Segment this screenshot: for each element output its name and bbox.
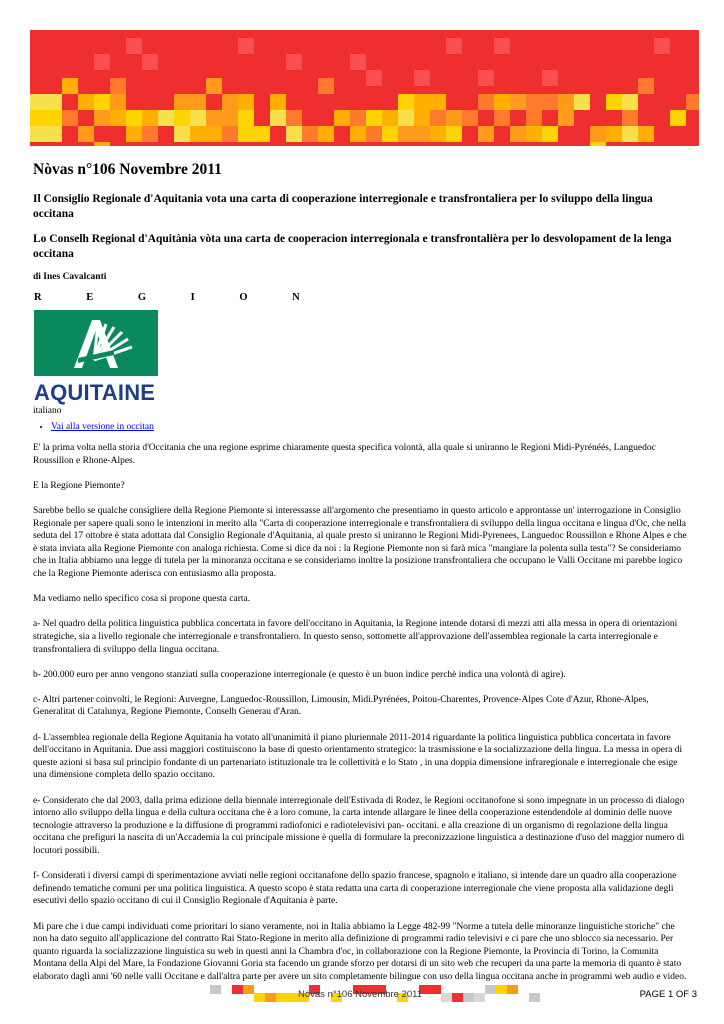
banner-pixel xyxy=(110,78,126,94)
banner-pixel xyxy=(222,126,238,142)
footer-pixel xyxy=(452,993,463,1002)
banner-pixel xyxy=(126,110,142,126)
banner-pixel xyxy=(558,110,574,126)
footer-pixel xyxy=(496,985,507,994)
paragraph: a- Nel quadro della politica linguistica pubblica concertata in favore dell'occitano in Aquitania, la Regione intende dotarsi di mezzi atti alla messa in opera di orientazioni strategiche, sia a livello regionale che interregionale e transfrontaliero. In questo senso, sottomette all'approvazione dell'assemblea regionale la carta interregionale e transfrontaliera di sviluppo della lingua occitana. xyxy=(33,619,678,655)
footer-pixel xyxy=(441,993,452,1002)
banner-pixel xyxy=(110,110,126,126)
banner-pixel xyxy=(366,70,382,86)
banner-pixel xyxy=(238,38,254,54)
banner-pixel xyxy=(222,94,238,110)
banner-pixel xyxy=(94,142,110,146)
paragraph: E la Regione Piemonte? xyxy=(33,480,125,491)
footer-pixel xyxy=(287,993,298,1002)
banner-pixel xyxy=(494,110,510,126)
banner-pixel xyxy=(78,94,94,110)
banner-pixel xyxy=(270,94,286,110)
banner-pixel xyxy=(430,126,446,142)
footer-pixel xyxy=(485,985,496,994)
banner-pixel xyxy=(414,70,430,86)
banner-pixel xyxy=(174,110,190,126)
banner-pixel xyxy=(350,54,366,70)
footer-pixel xyxy=(463,993,474,1002)
banner-pixel xyxy=(638,126,654,142)
banner-pixel xyxy=(494,38,510,54)
banner-pixel xyxy=(174,94,190,110)
header-banner xyxy=(30,30,699,146)
banner-pixel xyxy=(142,54,158,70)
banner-pixel xyxy=(686,94,699,110)
paragraph: c- Altri partener coinvolti, le Regioni: Auvergne, Languedoc-Roussillon, Limousin, Midi.Pyrénées, Poitou-Charentes, Provence-Alpes Cote d'Azur, Rhone-Alpes, Generalitat di Catalunya, Regione Piemonte, Conselh Generau d'Aran. xyxy=(33,694,649,718)
paragraph: f- Considerati i diversi campi di sperimentazione avviati nelle regioni occitanafone dello spazio francese, spagnolo e italiano, si intende dare un quadro alla cooperazione definendo tematiche comuni per una politica linguistica. A questo scopo è stata redatta una carta di cooperazione interregionale che viene proposta alla validazione degli esecutivi dello spazio occitano di cui il Consiglio Regionale d'Aquitania è parte. xyxy=(33,871,677,907)
banner-pixel xyxy=(318,126,334,142)
banner-pixel xyxy=(286,110,302,126)
link-list xyxy=(33,422,689,432)
banner-pixel xyxy=(606,126,622,142)
banner-pixel xyxy=(414,110,430,126)
banner-pixel xyxy=(398,126,414,142)
banner-pixel xyxy=(382,110,398,126)
footer-pixel xyxy=(430,985,441,994)
aquitaine-region-logo xyxy=(34,292,321,406)
banner-pixel xyxy=(110,94,126,110)
banner-pixel xyxy=(622,94,638,110)
banner-pixel xyxy=(94,54,110,70)
banner-pixel xyxy=(590,142,606,146)
paragraph: Mi pare che i due campi individuati come prioritari lo siano veramente, noi in Italia abbiamo la Legge 482-99 "Norme a tutela delle minoranze linguistiche storiche" che non ha dato seguito all'applicazione del contratto Rai Stato-Regione in merito alla definizione di programmi radio televisivi e ci pare che uno sblocco sia necessario. Per quanto riguarda la socializzazione linguistica su web in questi anni la Chambra d'oc, in collaborazione con la Regione Piemonte, la Provincia di Torino, la Comunita Montana della Alpi del Mare, la Fondazione Giovanni Goria sta facendo un grande sforzo per dotarsi di un sito web che recuperi da una parte la memoria di quanto è stato elaborato dagli anni '60 nelle valli Occitane e dall'altra parte per avere un sito completamente bilingue con uso della lingua occitana anche in programmi web audio e video. xyxy=(33,921,687,982)
banner-pixel xyxy=(94,94,110,110)
banner-pixel xyxy=(574,94,590,110)
banner-pixel xyxy=(222,110,238,126)
language-label: italiano xyxy=(33,406,62,416)
banner-pixel xyxy=(478,126,494,142)
banner-pixel xyxy=(622,126,638,142)
banner-pixel xyxy=(46,94,62,110)
banner-pixel xyxy=(318,78,334,94)
banner-pixel xyxy=(510,126,526,142)
banner-pixel xyxy=(350,110,366,126)
footer-pixel xyxy=(276,993,287,1002)
banner-pixel xyxy=(398,94,414,110)
banner-pixel xyxy=(542,126,558,142)
banner-pixel xyxy=(94,110,110,126)
banner-pixel xyxy=(462,110,478,126)
page-footer xyxy=(0,983,724,1003)
banner-pixel xyxy=(62,78,78,94)
banner-pixel xyxy=(414,126,430,142)
footer-pixel xyxy=(210,985,221,994)
banner-pixel xyxy=(542,70,558,86)
banner-pixel xyxy=(670,110,686,126)
banner-pixel xyxy=(62,110,78,126)
article-body xyxy=(33,442,689,984)
banner-pixel xyxy=(350,126,366,142)
banner-pixel xyxy=(206,110,222,126)
banner-pixel xyxy=(46,126,62,142)
footer-pixel xyxy=(254,993,265,1002)
banner-pixel xyxy=(190,126,206,142)
list-item xyxy=(51,422,689,432)
banner-pixel xyxy=(46,110,62,126)
footer-pixel xyxy=(243,985,254,994)
banner-pixel xyxy=(542,94,558,110)
logo-region-word: R E G I O N xyxy=(34,292,321,303)
paragraph: Sarebbe bello se qualche consigliere della Regione Piemonte si interessasse all'argomento che presentiamo in questo articolo e approntasse un' interrogazione in Consiglio Regionale per sapere quali sono le intenzioni in merito alla "Carta di cooperazione interregionale e transfrontaliera di sviluppo della lingua occitana e lingua d'Oc, che nella seduta del 17 ottobre è stata adottata dal Consiglio Regionale d'Aquitania, al quale presto si uniranno le Regioni Midi-Pyrenees, Languedoc Roussillon e Rhone Alpes e che è stata inviata alla Regione Piemonte con analoga richiesta. Come si dice da noi : la Regione Piemonte non si farà mica "mangiare la polenta sulla testa"? Se consideriamo che in Italia abbiamo una legge di tutela per la minoranza occitana e se consideriamo inoltre la posizione transfrontaliera che occupano le Valli Occitane mi parebbe logico che la Regione Piemonte aderisca con entusiasmo alla proposta. xyxy=(33,505,687,579)
banner-pixel xyxy=(30,110,46,126)
banner-pixel xyxy=(366,126,382,142)
banner-pixel xyxy=(30,94,46,110)
author: di Ines Cavalcanti xyxy=(33,272,107,282)
paragraph: e- Considerato che dal 2003, dalla prima edizione della biennale interregionale dell'Estivada di Rodez, le Regioni occitanofone si sono impegnate in un processo di dialogo intorno allo sviluppo della lingua e della cultura occitana che è a loro comune, la carta intende allargare le linee della cooperazione estendendole al dominio delle nuove tecnologie attraverso la produzione e la diffusione di programmi radiofonici e radiotelevisivi pan- occitani. e alla creazione di un organismo di regolazione della lingua occitana che prefiguri la nascita di un'Accademia la cui principale missione è quella di formulare la preconizzazione linguistica a destinazione d'uso del maggior numero di locutori possibili. xyxy=(33,795,685,856)
banner-pixel xyxy=(206,78,222,94)
banner-pixel xyxy=(494,94,510,110)
heading-occitan: Lo Conselh Regional d'Aquitània vòta una carta de cooperacion interregionala e transfrontalièra per lo desvolopament de la lenga occitana xyxy=(33,233,672,260)
banner-pixel xyxy=(142,110,158,126)
banner-pixel xyxy=(526,126,542,142)
banner-pixel xyxy=(206,126,222,142)
banner-pixel xyxy=(478,94,494,110)
banner-pixel xyxy=(254,126,270,142)
banner-pixel xyxy=(158,110,174,126)
banner-pixel xyxy=(190,110,206,126)
occitan-version-link[interactable]: Vai alla versione in occitan xyxy=(51,422,154,432)
banner-pixel xyxy=(446,110,462,126)
banner-pixel xyxy=(238,126,254,142)
article xyxy=(33,152,689,996)
banner-pixel xyxy=(446,38,462,54)
banner-pixel xyxy=(366,110,382,126)
banner-pixel xyxy=(190,94,206,110)
issue-title: Nòvas n°106 Novembre 2011 xyxy=(33,161,222,178)
banner-pixel xyxy=(510,94,526,110)
banner-pixel xyxy=(302,126,318,142)
footer-pixel xyxy=(265,993,276,1002)
footer-pixel xyxy=(529,993,540,1002)
paragraph: Ma vediamo nello specifico cosa si propone questa carta. xyxy=(33,594,251,605)
banner-pixel xyxy=(478,70,494,86)
banner-pixel xyxy=(526,94,542,110)
banner-pixel xyxy=(558,94,574,110)
banner-pixel xyxy=(414,94,430,110)
banner-pixel xyxy=(30,126,46,142)
banner-pixel xyxy=(270,110,286,126)
banner-pixel xyxy=(126,38,142,54)
footer-pixel xyxy=(474,993,485,1002)
banner-pixel xyxy=(286,54,302,70)
banner-pixel xyxy=(590,126,606,142)
banner-pixel xyxy=(334,110,350,126)
paragraph: d- L'assemblea regionale della Regione Aquitania ha votato all'unanimità il piano pluriennale 2011-2014 riguardante la politica linguistica pubblica concertata in favore dell'occitano in Aquitania. Due assi maggiori costituiscono la base di questo orientamento strategico: la trasmissione e la socializzazione della lingua. La messa in opera di queste azioni si basa sul principio fondante di un partenariato istituzionale tra le collettività e lo Stato , in una doppia dimensione infraregionale e interregionale che esige una dimensione completa dello spazio occitano. xyxy=(33,732,683,781)
banner-pixel xyxy=(606,94,622,110)
banner-pixel xyxy=(126,126,142,142)
banner-pixel xyxy=(238,110,254,126)
page-number: PAGE 1 OF 3 xyxy=(639,989,697,1000)
banner-pixel xyxy=(382,126,398,142)
banner-pixel xyxy=(654,38,670,54)
paragraph: E' la prima volta nella storia d'Occitania che una regione esprime chiaramente questa specifica volontà, alla quale si uniranno le Regioni Midi-Pyrénéés, Languedoc Roussillon e Rhone-Alpes. xyxy=(33,443,656,466)
banner-pixel xyxy=(446,126,462,142)
banner-pixel xyxy=(430,94,446,110)
banner-pixel xyxy=(622,110,638,126)
banner-pixel xyxy=(526,110,542,126)
banner-pixel xyxy=(430,110,446,126)
paragraph: b- 200.000 euro per anno vengono stanziati sulla cooperazione interregionale (e questo è un buon indice perchè indica una volontà di agire). xyxy=(33,669,566,680)
banner-pixel xyxy=(174,126,190,142)
logo-emblem-icon xyxy=(34,310,158,376)
banner-pixel xyxy=(638,78,654,94)
banner-pixel xyxy=(142,126,158,142)
footer-pixel xyxy=(232,985,243,994)
banner-pixel xyxy=(398,110,414,126)
heading-italian: Il Consiglio Regionale d'Aquitania vota una carta di cooperazione interregionale e transfrontaliera per lo sviluppo della lingua occitana xyxy=(33,193,653,220)
logo-name: AQUITAINE xyxy=(34,380,156,405)
banner-pixel xyxy=(238,94,254,110)
banner-pixel xyxy=(78,126,94,142)
footer-pixel xyxy=(507,985,518,994)
footer-title: Nòvas n°106 Novembre 2011 xyxy=(298,989,423,1000)
banner-pixel xyxy=(286,126,302,142)
